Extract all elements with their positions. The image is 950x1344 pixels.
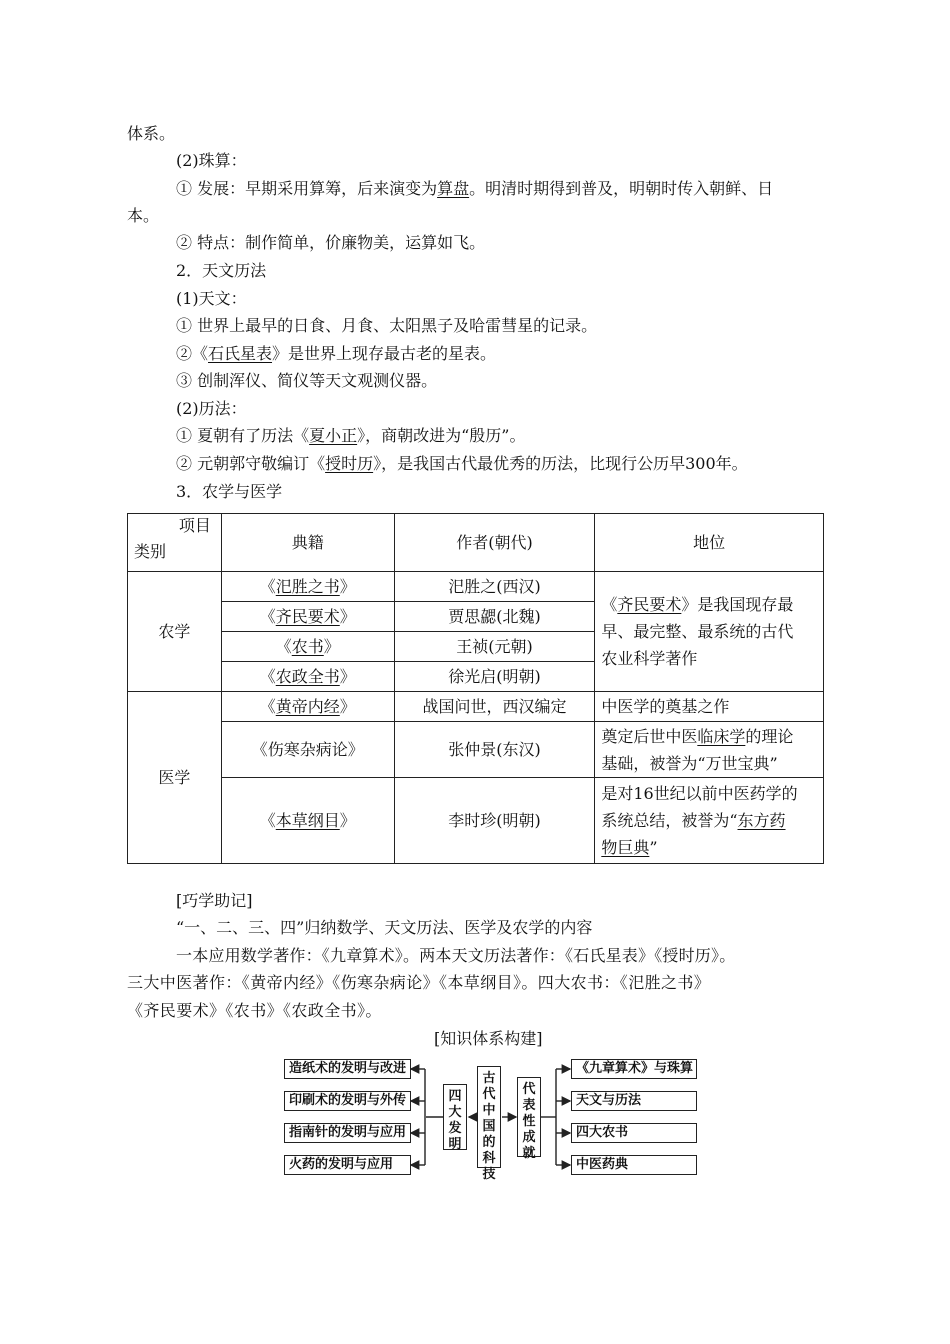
text-span: 》 (339, 696, 356, 716)
underlined-keyword: 临床学 (697, 726, 746, 746)
memo-line: “一、二、三、四”归纳数学、天文历法、医学及农学的内容 (176, 918, 593, 937)
underlined-keyword: 黄帝内经 (275, 696, 340, 716)
text-span: 《 (259, 576, 276, 596)
author-cell: 战国问世，西汉编定 (394, 692, 595, 722)
status-cell: 中医学的奠基之作 (595, 692, 824, 722)
underlined-keyword: 算盘 (437, 179, 470, 198)
section-heading: 3．农学与医学 (176, 482, 283, 501)
paragraph: 体系。 (127, 124, 176, 143)
left-box: 指南针的发明与应用 (284, 1123, 411, 1143)
author-cell: 李时珍(明朝) (394, 778, 595, 864)
text-span: ① 发展：早期采用算筹，后来演变为 (176, 179, 438, 198)
text-span: 。明清时期得到普及，明朝时传入朝鲜、日 (469, 179, 774, 198)
text-span: 基础，被誉为“万世宝典” (601, 753, 778, 773)
right-box: 天文与历法 (571, 1091, 697, 1111)
memo-line: 一本应用数学著作：《九章算术》。两本天文历法著作：《石氏星表》《授时历》。 (176, 946, 736, 965)
underlined-keyword: 农政全书 (275, 666, 340, 686)
left-box: 造纸术的发明与改进 (284, 1059, 411, 1079)
text-span: ②《 (176, 344, 209, 363)
paragraph: ② 特点：制作简单，价廉物美，运算如飞。 (176, 233, 486, 252)
category-cell: 农学 (128, 572, 222, 692)
paragraph: ③ 创制浑仪、简仪等天文观测仪器。 (176, 371, 438, 390)
text-span: ① 夏朝有了历法《 (176, 426, 310, 445)
text-span: 《 (259, 696, 276, 716)
author-cell: 汜胜之(西汉) (394, 572, 595, 602)
underlined-keyword: 夏小正 (309, 426, 358, 445)
author-cell: 张仲景(东汉) (394, 722, 595, 778)
vertical-text: 代表性成就 (522, 1082, 536, 1161)
category-cell: 医学 (128, 692, 222, 864)
underlined-keyword: 本草纲目 (275, 810, 340, 830)
diagram-title: [知识体系构建] (434, 1029, 543, 1048)
center-box (477, 1066, 501, 1182)
text-span: 》 (339, 666, 356, 686)
paragraph: (2)历法： (176, 399, 247, 418)
book-cell: 《伤寒杂病论》 (221, 722, 394, 778)
author-cell: 徐光启(明朝) (394, 662, 595, 692)
column-header: 作者(朝代) (394, 514, 595, 572)
text-span: 奠定后世中医 (601, 726, 698, 746)
text-span: 系统总结，被誉为“ (601, 811, 738, 830)
text-span: 》，商朝改进为“殷历”。 (357, 426, 526, 445)
underlined-keyword: 授时历 (325, 454, 374, 473)
text-span: ② 元朝郭守敬编订《 (176, 454, 326, 473)
vertical-text: 四大发明 (448, 1089, 462, 1152)
text-span: 是对16世纪以前中医药学的 (601, 784, 798, 803)
text-span: 的理论 (745, 726, 794, 746)
memo-line: 三大中医著作：《黄帝内经》《伤寒杂病论》《本草纲目》。四大农书：《汜胜之书》 (127, 973, 711, 992)
underlined-keyword: 石氏星表 (208, 344, 273, 363)
text-span: 》是我国现存最 (681, 595, 794, 614)
text-span: ” (649, 838, 658, 857)
text-span: 《 (601, 595, 618, 614)
column-header: 地位 (595, 514, 824, 572)
text-span: 》 (339, 576, 356, 596)
underlined-keyword: 齐民要术 (275, 606, 340, 626)
paragraph: (2)珠算： (176, 151, 247, 170)
underlined-keyword: 汜胜之书 (275, 576, 340, 596)
corner-label-bottom: 类别 (134, 542, 167, 561)
corner-label-top: 项目 (178, 516, 211, 535)
text-span: 早、最完整、最系统的古代 (601, 622, 794, 641)
right-box: 中医药典 (571, 1155, 697, 1175)
text-span: 《 (275, 636, 292, 656)
underlined-keyword: 农书 (291, 636, 324, 656)
text-span: 《 (259, 810, 276, 830)
text-span: 》，是我国古代最优秀的历法，比现行公历早300年。 (373, 454, 748, 473)
author-cell: 贾思勰(北魏) (394, 602, 595, 632)
memo-title: [巧学助记] (176, 891, 253, 910)
section-heading: 2．天文历法 (176, 261, 267, 280)
right-box: 《九章算术》与珠算 (571, 1059, 697, 1079)
underlined-keyword: 东方药 (737, 811, 786, 830)
left-box: 印刷术的发明与外传 (284, 1091, 411, 1111)
paragraph: 本。 (127, 206, 160, 225)
text-span: 》 (339, 810, 356, 830)
right-box: 四大农书 (571, 1123, 697, 1143)
underlined-keyword: 齐民要术 (617, 595, 682, 614)
paragraph: (1)天文： (176, 289, 247, 308)
left-hub-box (443, 1084, 467, 1150)
text-span: 》是世界上现存最古老的星表。 (272, 344, 497, 363)
text-span: 农业科学著作 (601, 649, 698, 668)
paragraph: ① 世界上最早的日食、月食、太阳黑子及哈雷彗星的记录。 (176, 316, 598, 335)
memo-line: 《齐民要术》《农书》《农政全书》。 (127, 1001, 382, 1020)
author-cell: 王祯(元朝) (394, 632, 595, 662)
column-header: 典籍 (221, 514, 394, 572)
left-box: 火药的发明与应用 (284, 1155, 411, 1175)
vertical-text: 古代中国的科技 (482, 1071, 496, 1182)
text-span: 》 (339, 606, 356, 626)
text-span: 》 (323, 636, 340, 656)
text-span: 《 (259, 666, 276, 686)
text-span: 《 (259, 606, 276, 626)
right-hub-box (517, 1077, 541, 1161)
underlined-keyword: 物巨典 (601, 838, 650, 857)
